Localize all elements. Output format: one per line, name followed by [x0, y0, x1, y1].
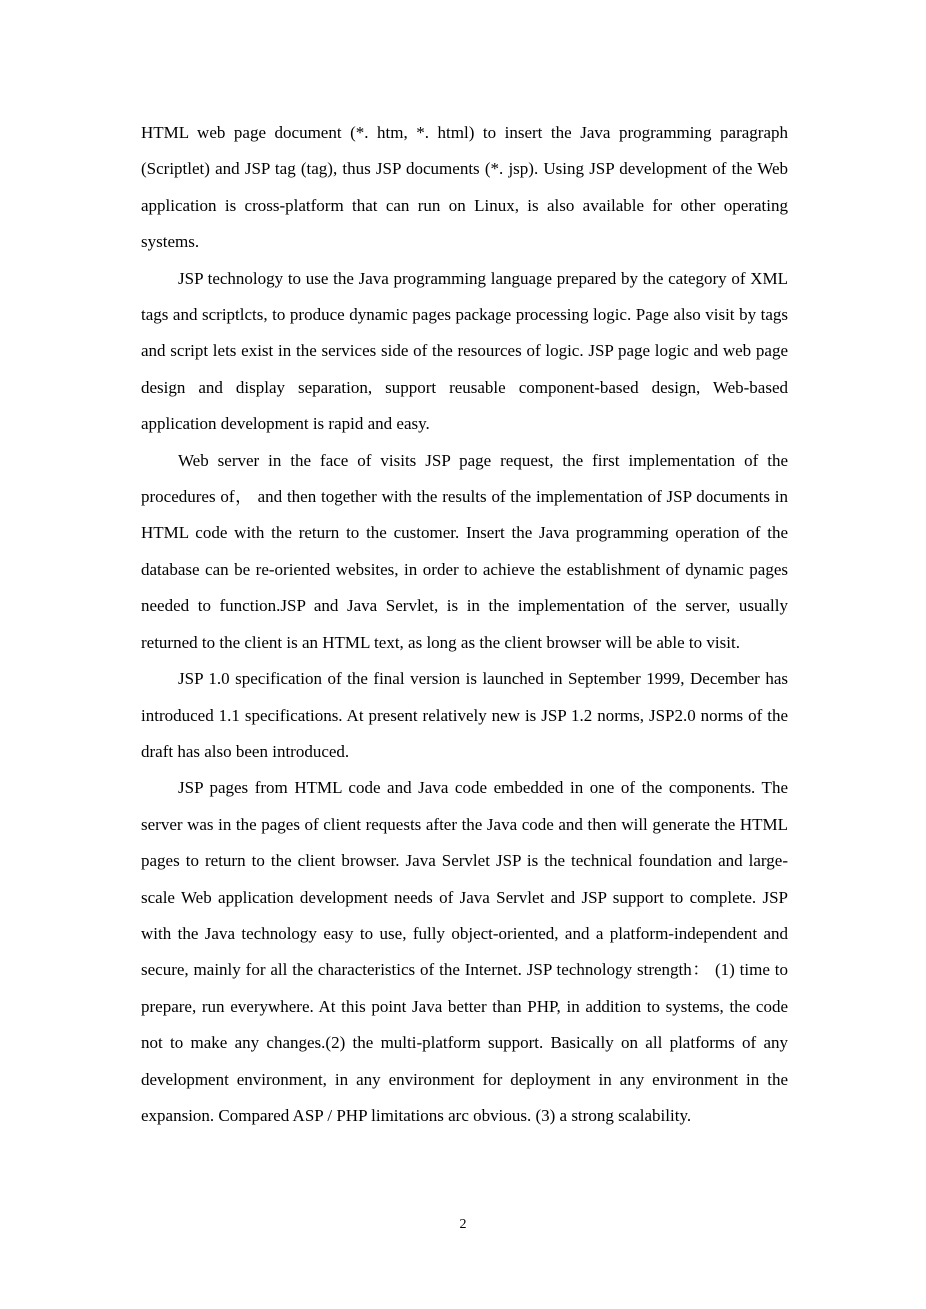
body-text: [141, 115, 788, 1134]
paragraph-jsp-pages: JSP pages from HTML code and Java code embedded in one of the components. The server was in the pages of client requests after the Java code and then will generate the HTML pages to return to the client browser. Java Servlet JSP is the technical foundation and large-scale Web application development needs of Java Servlet and JSP support to complete. JSP with the Java technology easy to use, fully object-oriented, and a platform-independent and secure, mainly for all the characteristics of the Internet. JSP technology strength： (1) time to prepare, run everywhere. At this point Java better than PHP, in addition to systems, the code not to make any changes.(2) the multi-platform support. Basically on all platforms of any development environment, in any environment for deployment in any environment in the expansion. Compared ASP / PHP limitations arc obvious. (3) a strong scalability.: [141, 778, 788, 1125]
paragraph-web-server: Web server in the face of visits JSP page request, the first implementation of the procedures of， and then together with the results of the implementation of JSP documents in HTML code with the return to the customer. Insert the Java programming operation of the database can be re-oriented websites, in order to achieve the establishment of dynamic pages needed to function.JSP and Java Servlet, is in the implementation of the server, usually returned to the client is an HTML text, as long as the client browser will be able to visit.: [141, 450, 788, 652]
page-number: 2: [459, 1217, 467, 1232]
paragraph-jsp-versions: JSP 1.0 specification of the final version is launched in September 1999, December has introduced 1.1 specifications. At present relatively new is JSP 1.2 norms, JSP2.0 norms of the draft has also been introduced.: [141, 669, 788, 761]
paragraph-jsp-technology: JSP technology to use the Java programming language prepared by the category of XML tags and scriptlcts, to produce dynamic pages package processing logic. Page also visit by tags and script lets exist in the services side of the resources of logic. JSP page logic and web page design and display separation, support reusable component-based design, Web-based application development is rapid and easy.: [141, 268, 788, 434]
paragraph-html-jsp-intro: HTML web page document (*. htm, *. html) to insert the Java programming paragraph (Scriptlet) and JSP tag (tag), thus JSP documents (*. jsp). Using JSP development of the Web application is cross-platform that can run on Linux, is also available for other operating systems.: [141, 123, 788, 252]
